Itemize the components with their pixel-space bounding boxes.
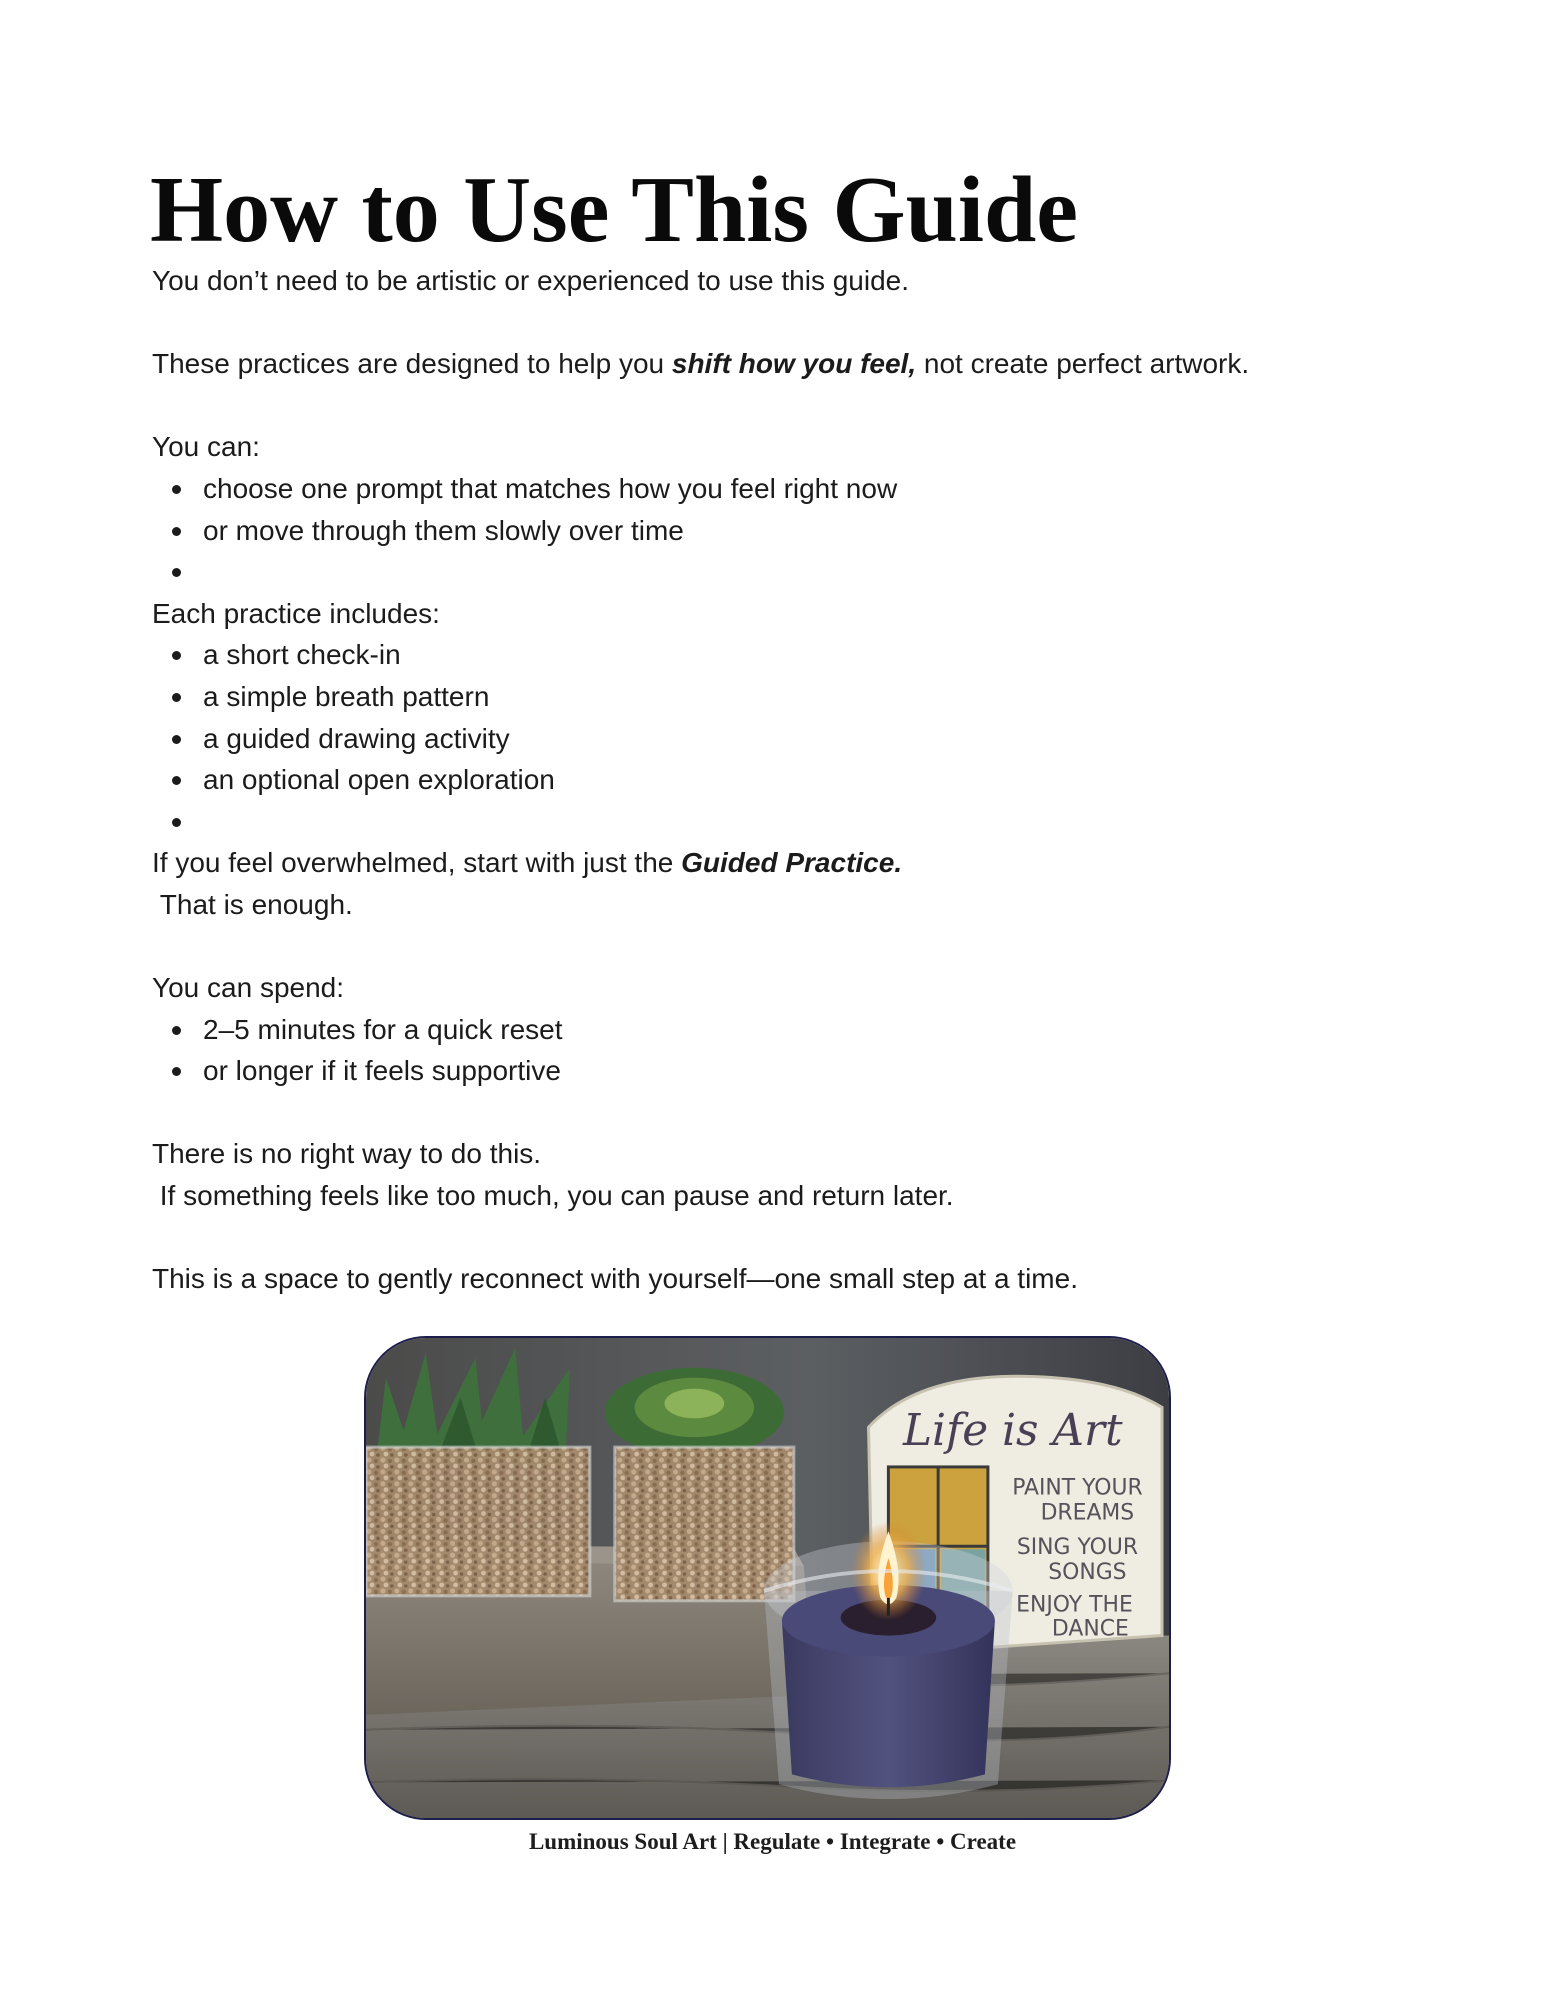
guided-practice-emphasis: Guided Practice. <box>681 847 903 879</box>
list-item <box>152 551 1412 593</box>
list-item <box>152 801 1412 843</box>
overwhelmed-paragraph: If you feel overwhelmed, start with just the Guided Practice. <box>152 847 903 879</box>
candle-icon <box>764 1521 1013 1799</box>
list-item: or longer if it feels supportive <box>152 1050 1412 1092</box>
purpose-paragraph: These practices are designed to help you shift how you feel, not create perfect artwork. <box>152 348 1250 380</box>
spacer <box>152 1092 1412 1134</box>
closing-paragraph: This is a space to gently reconnect with yourself—one small step at a time. <box>152 1263 1078 1295</box>
list-item: a simple breath pattern <box>152 676 1412 718</box>
spend-list <box>152 1009 1412 1092</box>
enough-line: That is enough. <box>152 888 353 920</box>
you-can-label: You can: <box>152 431 260 463</box>
list-item: choose one prompt that matches how you feel right now <box>152 468 1412 510</box>
each-practice-label: Each practice includes: <box>152 597 440 629</box>
you-can-list <box>152 468 1412 593</box>
spacer <box>152 926 1412 968</box>
sign-line: SING YOUR <box>1016 1535 1139 1561</box>
sign-title: Life is Art <box>903 1405 1123 1457</box>
each-practice-list <box>152 634 1412 842</box>
guide-body <box>152 260 1412 1300</box>
sign-line: PAINT YOUR <box>1012 1475 1143 1501</box>
footer-caption: Luminous Soul Art | Regulate • Integrate • Create <box>528 1829 1017 1854</box>
sign-line: ENJOY THE <box>1016 1592 1133 1618</box>
candle-photo-illustration <box>366 1338 1169 1818</box>
list-item: a short check-in <box>152 634 1412 676</box>
no-right-way-line: There is no right way to do this. <box>152 1138 542 1170</box>
list-item: a guided drawing activity <box>152 718 1412 760</box>
spend-label: You can spend: <box>152 972 345 1004</box>
sign-line: DREAMS <box>1040 1500 1135 1526</box>
sign-line: DANCE <box>1051 1616 1129 1642</box>
list-item: 2–5 minutes for a quick reset <box>152 1009 1412 1051</box>
intro-paragraph: You don’t need to be artistic or experienced to use this guide. <box>152 265 910 296</box>
candle-photo <box>364 1336 1171 1820</box>
list-item: an optional open exploration <box>152 759 1412 801</box>
list-item: or move through them slowly over time <box>152 510 1412 552</box>
spacer <box>152 302 1412 344</box>
spacer <box>152 385 1412 427</box>
purpose-emphasis: shift how you feel, <box>671 348 917 380</box>
page-title: How to Use This Guide <box>150 158 1078 262</box>
pause-line: If something feels like too much, you can pause and return later. <box>152 1180 954 1212</box>
spacer <box>152 1217 1412 1259</box>
sign-line: SONGS <box>1048 1560 1127 1585</box>
